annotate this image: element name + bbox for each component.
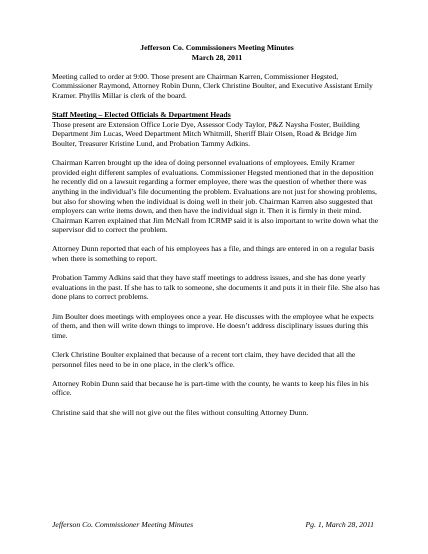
footer-page-number: Pg. 1, March 28, 2011 xyxy=(305,520,374,529)
section-heading-staff-meeting: Staff Meeting – Elected Officials & Department Heads xyxy=(52,110,231,120)
paragraph-evaluations: Chairman Karren brought up the idea of doing personnel evaluations of employees. Emily Kramer provided eight different samples of evaluations. Commissioner Hegsted mentioned that in the deposition he recently did on a lawsuit regarding a former employee, there was the question of whether there was anything in the individual’s file documenting the problem. Evaluations are not just for showing problems, but also for showing when the individual is doing well in their job. Chairman Karren also suggested that employers can write items down, and then have the individual sign it. Then it is firmly in their mind. Chairman Karren explained that Jim McNall from ICRMP said it is also important to write down what the supervisor did to correct the problem. xyxy=(52,158,379,235)
document-title: Jefferson Co. Commissioners Meeting Minutes xyxy=(140,43,294,52)
paragraph-attorney-dunn: Attorney Dunn reported that each of his employees has a file, and things are entered in on a regular basis when there is something to report. xyxy=(52,244,375,264)
paragraph-attendees: Those present are Extension Office Lorie Dye, Assessor Cody Taylor, P&Z Naysha Foster, Building Department Jim Lucas, Weed Department Mitch Whitmill, Sheriff Blair Olsen, Road & Bridge Jim Boulter, Treasurer Kristine Lund, and Probation Tammy Adkins. xyxy=(52,119,360,148)
paragraph-clerk-boulter: Clerk Christine Boulter explained that because of a recent tort claim, they have decided that all the personnel files need to be in one place, in the clerk’s office. xyxy=(52,350,356,369)
footer-document-name: Jefferson Co. Commissioner Meeting Minutes xyxy=(52,520,194,529)
document-body xyxy=(52,43,382,417)
paragraph-robin-dunn: Attorney Robin Dunn said that because he is part-time with the county, he wants to keep his files in his office. xyxy=(52,378,369,398)
page-footer xyxy=(52,520,374,530)
paragraph-call-to-order: Meeting called to order at 9:00. Those present are Chairman Karren, Commissioner Hegsted, Commissioner Raymond, Attorney Robin Dunn, Clerk Christine Boulter, and Executive Assistant Emily Kramer. Phyllis Millar is clerk of the board. xyxy=(52,71,373,100)
paragraph-probation: Probation Tammy Adkins said that they have staff meetings to address issues, and she has done yearly evaluations in the past. If she has to talk to someone, she documents it and puts it in their file. She also has done plans to correct problems. xyxy=(52,273,380,302)
paragraph-christine: Christine said that she will not give out the files without consulting Attorney Dunn. xyxy=(52,407,309,417)
document-date: March 28, 2011 xyxy=(191,52,243,62)
paragraph-jim-boulter: Jim Boulter does meetings with employees once a year. He discusses with the employee what he expects of them, and then will write down things to improve. He doesn’t address disciplinary issues during this time. xyxy=(52,311,374,340)
